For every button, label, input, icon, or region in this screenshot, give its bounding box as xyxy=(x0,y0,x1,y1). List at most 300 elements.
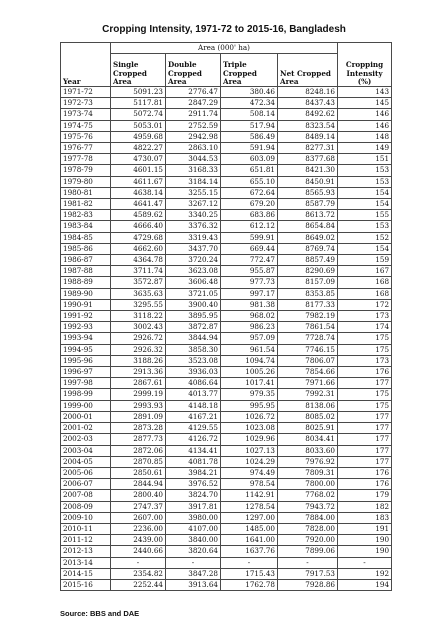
cell-net-cropped: 8323.54 xyxy=(278,120,338,131)
cell-net-cropped: 7746.15 xyxy=(278,344,338,355)
cell-net-cropped: 8649.02 xyxy=(278,232,338,243)
cell-cropping-intensity: 155 xyxy=(338,210,392,221)
cell-single-cropped: 3635.63 xyxy=(111,288,166,299)
header-year-spacer xyxy=(61,43,111,54)
cell-cropping-intensity: 173 xyxy=(338,355,392,366)
cell-net-cropped: 7928.86 xyxy=(278,579,338,590)
cell-single-cropped: 5072.74 xyxy=(111,109,166,120)
cell-year: 1988-89 xyxy=(61,277,111,288)
cell-single-cropped: 4730.07 xyxy=(111,154,166,165)
cell-double-cropped: 3255.15 xyxy=(166,187,221,198)
cell-triple-cropped: 997.17 xyxy=(221,288,278,299)
cell-single-cropped: 2354.82 xyxy=(111,568,166,579)
cell-cropping-intensity: 153 xyxy=(338,165,392,176)
cell-net-cropped: 8290.69 xyxy=(278,266,338,277)
cell-triple-cropped: 1641.00 xyxy=(221,535,278,546)
cell-double-cropped: 3720.24 xyxy=(166,255,221,266)
cell-triple-cropped: 1029.96 xyxy=(221,434,278,445)
table-row xyxy=(61,378,392,389)
cell-net-cropped: 7728.74 xyxy=(278,333,338,344)
table-row xyxy=(61,523,392,534)
cell-triple-cropped: 968.02 xyxy=(221,311,278,322)
cell-double-cropped: 3267.12 xyxy=(166,199,221,210)
table-row xyxy=(61,355,392,366)
cell-triple-cropped: 1005.26 xyxy=(221,367,278,378)
cell-cropping-intensity: 145 xyxy=(338,98,392,109)
cell-single-cropped: 4959.68 xyxy=(111,131,166,142)
cell-double-cropped: 2942.98 xyxy=(166,131,221,142)
cell-double-cropped: 2847.29 xyxy=(166,98,221,109)
cell-double-cropped: 2752.59 xyxy=(166,120,221,131)
cell-single-cropped: 4589.62 xyxy=(111,210,166,221)
cell-cropping-intensity: 151 xyxy=(338,154,392,165)
cell-single-cropped: 2999.19 xyxy=(111,389,166,400)
cell-net-cropped: 8033.60 xyxy=(278,445,338,456)
cell-cropping-intensity: 149 xyxy=(338,143,392,154)
cell-net-cropped: 8421.30 xyxy=(278,165,338,176)
cell-net-cropped: 8489.14 xyxy=(278,131,338,142)
cell-single-cropped: 2926.32 xyxy=(111,344,166,355)
cell-triple-cropped: 1027.13 xyxy=(221,445,278,456)
table-row xyxy=(61,165,392,176)
table-row xyxy=(61,232,392,243)
cell-year: 2008-09 xyxy=(61,501,111,512)
cell-year: 1989-90 xyxy=(61,288,111,299)
cell-triple-cropped: 1023.08 xyxy=(221,423,278,434)
cell-triple-cropped: 603.09 xyxy=(221,154,278,165)
cell-net-cropped: 8353.85 xyxy=(278,288,338,299)
cell-double-cropped: 4167.21 xyxy=(166,411,221,422)
cell-single-cropped: 3002.43 xyxy=(111,322,166,333)
cell-double-cropped: 3844.94 xyxy=(166,333,221,344)
cell-double-cropped: 3840.00 xyxy=(166,535,221,546)
cell-triple-cropped: 651.81 xyxy=(221,165,278,176)
cell-year: 1994-95 xyxy=(61,344,111,355)
cell-net-cropped: 8437.43 xyxy=(278,98,338,109)
table-row xyxy=(61,434,392,445)
table-row xyxy=(61,120,392,131)
column-header-triple-cropped: Triple Cropped Area xyxy=(221,54,278,87)
cell-cropping-intensity: 177 xyxy=(338,411,392,422)
cell-single-cropped: 2747.37 xyxy=(111,501,166,512)
cell-cropping-intensity: 194 xyxy=(338,579,392,590)
cell-net-cropped: 7884.00 xyxy=(278,512,338,523)
cell-triple-cropped: 957.09 xyxy=(221,333,278,344)
cell-year: 1980-81 xyxy=(61,187,111,198)
cell-triple-cropped: 599.91 xyxy=(221,232,278,243)
cell-year: 2015-16 xyxy=(61,579,111,590)
cell-single-cropped: 2440.66 xyxy=(111,546,166,557)
cell-year: 2012-13 xyxy=(61,546,111,557)
table-row xyxy=(61,131,392,142)
table-row xyxy=(61,579,392,590)
column-header-net-cropped: Net Cropped Area xyxy=(278,54,338,87)
cell-year: 2010-11 xyxy=(61,523,111,534)
cell-cropping-intensity: 152 xyxy=(338,232,392,243)
cell-net-cropped: 8450.91 xyxy=(278,176,338,187)
cell-year: 2009-10 xyxy=(61,512,111,523)
cell-cropping-intensity: 175 xyxy=(338,400,392,411)
cell-year: 2001-02 xyxy=(61,423,111,434)
cell-cropping-intensity: 182 xyxy=(338,501,392,512)
cell-year: 1997-98 xyxy=(61,378,111,389)
cell-net-cropped: 8654.84 xyxy=(278,221,338,232)
cell-year: 1978-79 xyxy=(61,165,111,176)
cell-cropping-intensity: - xyxy=(338,557,392,568)
cell-net-cropped: 7768.02 xyxy=(278,490,338,501)
cell-single-cropped: 2926.72 xyxy=(111,333,166,344)
cell-triple-cropped: 591.94 xyxy=(221,143,278,154)
cell-triple-cropped: 961.54 xyxy=(221,344,278,355)
cell-double-cropped: 3872.87 xyxy=(166,322,221,333)
cell-year: 1990-91 xyxy=(61,299,111,310)
table-row xyxy=(61,367,392,378)
cell-year: 2007-08 xyxy=(61,490,111,501)
cell-net-cropped: - xyxy=(278,557,338,568)
cell-cropping-intensity: 176 xyxy=(338,467,392,478)
cell-double-cropped: 3437.70 xyxy=(166,243,221,254)
cropping-intensity-table xyxy=(60,42,392,591)
cell-cropping-intensity: 154 xyxy=(338,199,392,210)
cell-single-cropped: 2236.00 xyxy=(111,523,166,534)
cell-double-cropped: 3913.64 xyxy=(166,579,221,590)
cell-net-cropped: 7982.19 xyxy=(278,311,338,322)
cell-year: 1995-96 xyxy=(61,355,111,366)
cell-double-cropped: 3184.14 xyxy=(166,176,221,187)
cell-cropping-intensity: 168 xyxy=(338,288,392,299)
cell-year: 2002-03 xyxy=(61,434,111,445)
cell-double-cropped: 4086.64 xyxy=(166,378,221,389)
cell-single-cropped: 2993.93 xyxy=(111,400,166,411)
cell-net-cropped: 7920.00 xyxy=(278,535,338,546)
table-row xyxy=(61,143,392,154)
cell-cropping-intensity: 148 xyxy=(338,131,392,142)
cell-net-cropped: 7800.00 xyxy=(278,479,338,490)
cell-single-cropped: 3711.74 xyxy=(111,266,166,277)
cell-triple-cropped: 508.14 xyxy=(221,109,278,120)
cell-double-cropped: 3895.95 xyxy=(166,311,221,322)
cell-cropping-intensity: 154 xyxy=(338,243,392,254)
cell-single-cropped: 4822.27 xyxy=(111,143,166,154)
table-row xyxy=(61,98,392,109)
cell-double-cropped: 4134.41 xyxy=(166,445,221,456)
cell-net-cropped: 8587.79 xyxy=(278,199,338,210)
table-row xyxy=(61,445,392,456)
cell-net-cropped: 7806.07 xyxy=(278,355,338,366)
cell-net-cropped: 8025.91 xyxy=(278,423,338,434)
cell-net-cropped: 8377.68 xyxy=(278,154,338,165)
cell-double-cropped: 3917.81 xyxy=(166,501,221,512)
cell-year: 2013-14 xyxy=(61,557,111,568)
cell-net-cropped: 7854.66 xyxy=(278,367,338,378)
table-row xyxy=(61,411,392,422)
cell-year: 2000-01 xyxy=(61,411,111,422)
cell-year: 1991-92 xyxy=(61,311,111,322)
table-row xyxy=(61,277,392,288)
cell-triple-cropped: 1094.74 xyxy=(221,355,278,366)
cell-net-cropped: 7976.92 xyxy=(278,456,338,467)
cell-cropping-intensity: 168 xyxy=(338,277,392,288)
table-row xyxy=(61,501,392,512)
cell-triple-cropped: 1026.72 xyxy=(221,411,278,422)
cell-triple-cropped: 955.87 xyxy=(221,266,278,277)
cell-double-cropped: 2911.74 xyxy=(166,109,221,120)
cell-year: 2003-04 xyxy=(61,445,111,456)
cell-net-cropped: 8034.41 xyxy=(278,434,338,445)
cell-double-cropped: 3824.70 xyxy=(166,490,221,501)
cell-double-cropped: 4126.72 xyxy=(166,434,221,445)
cell-cropping-intensity: 179 xyxy=(338,490,392,501)
table-row xyxy=(61,467,392,478)
cell-year: 2004-05 xyxy=(61,456,111,467)
cell-net-cropped: 8492.62 xyxy=(278,109,338,120)
cell-single-cropped: 5117.81 xyxy=(111,98,166,109)
cell-year: 1985-86 xyxy=(61,243,111,254)
area-group-header: Area (000' ha) xyxy=(111,43,338,54)
cell-double-cropped: 3319.43 xyxy=(166,232,221,243)
cell-double-cropped: 4129.55 xyxy=(166,423,221,434)
source-note: Source: BBS and DAE xyxy=(60,609,140,618)
cell-net-cropped: 8769.74 xyxy=(278,243,338,254)
cell-year: 1992-93 xyxy=(61,322,111,333)
cell-triple-cropped: 586.49 xyxy=(221,131,278,142)
table-body xyxy=(61,87,392,591)
cell-triple-cropped: 1715.43 xyxy=(221,568,278,579)
cell-double-cropped: 2776.47 xyxy=(166,87,221,98)
cell-cropping-intensity: 146 xyxy=(338,109,392,120)
cell-single-cropped: 2439.00 xyxy=(111,535,166,546)
cell-year: 2014-15 xyxy=(61,568,111,579)
cell-triple-cropped: 1278.54 xyxy=(221,501,278,512)
cell-single-cropped: 4662.60 xyxy=(111,243,166,254)
table-row xyxy=(61,400,392,411)
cell-net-cropped: 7943.72 xyxy=(278,501,338,512)
table-row xyxy=(61,568,392,579)
cell-net-cropped: 8613.72 xyxy=(278,210,338,221)
cell-year: 1981-82 xyxy=(61,199,111,210)
column-header-single-cropped: Single Cropped Area xyxy=(111,54,166,87)
cell-year: 1977-78 xyxy=(61,154,111,165)
cell-net-cropped: 7861.54 xyxy=(278,322,338,333)
cell-double-cropped: 3858.30 xyxy=(166,344,221,355)
cell-net-cropped: 8138.06 xyxy=(278,400,338,411)
cell-year: 2005-06 xyxy=(61,467,111,478)
table-row xyxy=(61,490,392,501)
table-row xyxy=(61,557,392,568)
cell-net-cropped: 7809.31 xyxy=(278,467,338,478)
table-row xyxy=(61,535,392,546)
cell-double-cropped: 3976.52 xyxy=(166,479,221,490)
cell-cropping-intensity: 177 xyxy=(338,434,392,445)
cell-single-cropped: 2844.94 xyxy=(111,479,166,490)
cell-triple-cropped: 517.94 xyxy=(221,120,278,131)
cell-cropping-intensity: 183 xyxy=(338,512,392,523)
cell-triple-cropped: - xyxy=(221,557,278,568)
cell-triple-cropped: 979.35 xyxy=(221,389,278,400)
cell-triple-cropped: 1637.76 xyxy=(221,546,278,557)
cell-single-cropped: 3295.55 xyxy=(111,299,166,310)
cell-net-cropped: 8277.31 xyxy=(278,143,338,154)
table-row xyxy=(61,221,392,232)
cell-double-cropped: 3606.48 xyxy=(166,277,221,288)
cell-triple-cropped: 380.46 xyxy=(221,87,278,98)
cell-double-cropped: 4081.78 xyxy=(166,456,221,467)
table-row xyxy=(61,87,392,98)
cell-cropping-intensity: 190 xyxy=(338,546,392,557)
cell-triple-cropped: 683.86 xyxy=(221,210,278,221)
cell-triple-cropped: 772.47 xyxy=(221,255,278,266)
cell-year: 1993-94 xyxy=(61,333,111,344)
cell-double-cropped: 3168.33 xyxy=(166,165,221,176)
cell-single-cropped: 3118.22 xyxy=(111,311,166,322)
cell-cropping-intensity: 174 xyxy=(338,322,392,333)
cell-year: 1975-76 xyxy=(61,131,111,142)
cell-year: 1979-80 xyxy=(61,176,111,187)
cell-year: 1976-77 xyxy=(61,143,111,154)
cell-double-cropped: 3900.40 xyxy=(166,299,221,310)
cell-net-cropped: 8857.49 xyxy=(278,255,338,266)
table-row xyxy=(61,210,392,221)
cell-net-cropped: 8177.33 xyxy=(278,299,338,310)
cell-year: 2011-12 xyxy=(61,535,111,546)
cell-triple-cropped: 978.54 xyxy=(221,479,278,490)
cell-net-cropped: 7992.31 xyxy=(278,389,338,400)
cell-triple-cropped: 679.20 xyxy=(221,199,278,210)
cell-cropping-intensity: 172 xyxy=(338,299,392,310)
cell-year: 1982-83 xyxy=(61,210,111,221)
table-row xyxy=(61,311,392,322)
cell-cropping-intensity: 175 xyxy=(338,333,392,344)
cell-cropping-intensity: 191 xyxy=(338,523,392,534)
table-row xyxy=(61,199,392,210)
cell-net-cropped: 8565.93 xyxy=(278,187,338,198)
table-row xyxy=(61,266,392,277)
table-row xyxy=(61,255,392,266)
table-row xyxy=(61,546,392,557)
cell-single-cropped: 4729.68 xyxy=(111,232,166,243)
cell-cropping-intensity: 153 xyxy=(338,176,392,187)
cell-single-cropped: 2913.36 xyxy=(111,367,166,378)
cell-cropping-intensity: 177 xyxy=(338,423,392,434)
cell-single-cropped: 4364.78 xyxy=(111,255,166,266)
cell-single-cropped: 2872.06 xyxy=(111,445,166,456)
cell-net-cropped: 8085.02 xyxy=(278,411,338,422)
cell-cropping-intensity: 177 xyxy=(338,378,392,389)
cell-triple-cropped: 1485.00 xyxy=(221,523,278,534)
cell-triple-cropped: 1297.00 xyxy=(221,512,278,523)
cell-cropping-intensity: 167 xyxy=(338,266,392,277)
cell-triple-cropped: 669.44 xyxy=(221,243,278,254)
cell-single-cropped: 5091.23 xyxy=(111,87,166,98)
cell-year: 1996-97 xyxy=(61,367,111,378)
column-header-double-cropped: Double Cropped Area xyxy=(166,54,221,87)
cell-triple-cropped: 472.34 xyxy=(221,98,278,109)
cell-cropping-intensity: 173 xyxy=(338,311,392,322)
cell-year: 1987-88 xyxy=(61,266,111,277)
cell-double-cropped: 3820.64 xyxy=(166,546,221,557)
cell-triple-cropped: 672.64 xyxy=(221,187,278,198)
table-title: Cropping Intensity, 1971-72 to 2015-16, Bangladesh xyxy=(102,24,346,35)
cell-single-cropped: - xyxy=(111,557,166,568)
cell-triple-cropped: 986.23 xyxy=(221,322,278,333)
cell-triple-cropped: 1017.41 xyxy=(221,378,278,389)
table-row xyxy=(61,389,392,400)
cell-year: 1999-00 xyxy=(61,400,111,411)
cell-double-cropped: 3623.08 xyxy=(166,266,221,277)
table-row xyxy=(61,423,392,434)
cell-net-cropped: 7971.66 xyxy=(278,378,338,389)
cell-triple-cropped: 612.12 xyxy=(221,221,278,232)
cell-cropping-intensity: 190 xyxy=(338,535,392,546)
table-row xyxy=(61,344,392,355)
cell-double-cropped: 2863.10 xyxy=(166,143,221,154)
cell-net-cropped: 8157.09 xyxy=(278,277,338,288)
cell-single-cropped: 4638.14 xyxy=(111,187,166,198)
table-row xyxy=(61,333,392,344)
cell-cropping-intensity: 177 xyxy=(338,456,392,467)
cell-single-cropped: 2607.00 xyxy=(111,512,166,523)
header-intensity-spacer xyxy=(338,43,392,54)
cell-single-cropped: 2850.61 xyxy=(111,467,166,478)
cell-single-cropped: 3572.87 xyxy=(111,277,166,288)
cell-double-cropped: 4148.18 xyxy=(166,400,221,411)
cell-triple-cropped: 981.38 xyxy=(221,299,278,310)
cell-year: 1973-74 xyxy=(61,109,111,120)
cell-single-cropped: 4641.47 xyxy=(111,199,166,210)
cell-double-cropped: 3523.08 xyxy=(166,355,221,366)
cell-single-cropped: 2867.61 xyxy=(111,378,166,389)
cell-cropping-intensity: 192 xyxy=(338,568,392,579)
cell-triple-cropped: 1142.91 xyxy=(221,490,278,501)
cell-net-cropped: 7899.06 xyxy=(278,546,338,557)
cell-single-cropped: 2891.09 xyxy=(111,411,166,422)
cell-single-cropped: 5053.01 xyxy=(111,120,166,131)
column-header-cropping-intensity: Cropping Intensity (%) xyxy=(338,54,392,87)
cell-year: 1983-84 xyxy=(61,221,111,232)
cell-cropping-intensity: 153 xyxy=(338,221,392,232)
cell-year: 1986-87 xyxy=(61,255,111,266)
cell-single-cropped: 4601.15 xyxy=(111,165,166,176)
column-header-year: Year xyxy=(61,54,111,87)
cell-double-cropped: 3044.53 xyxy=(166,154,221,165)
table-row xyxy=(61,456,392,467)
cell-cropping-intensity: 176 xyxy=(338,479,392,490)
cell-net-cropped: 7917.53 xyxy=(278,568,338,579)
cell-cropping-intensity: 143 xyxy=(338,87,392,98)
cell-double-cropped: 3340.25 xyxy=(166,210,221,221)
table-row xyxy=(61,154,392,165)
cell-double-cropped: 4107.00 xyxy=(166,523,221,534)
table-row xyxy=(61,299,392,310)
cell-cropping-intensity: 175 xyxy=(338,344,392,355)
cell-single-cropped: 2252.44 xyxy=(111,579,166,590)
cell-triple-cropped: 974.49 xyxy=(221,467,278,478)
cell-cropping-intensity: 146 xyxy=(338,120,392,131)
cell-year: 1974-75 xyxy=(61,120,111,131)
table-row xyxy=(61,322,392,333)
cell-triple-cropped: 1762.78 xyxy=(221,579,278,590)
cell-double-cropped: 3984.21 xyxy=(166,467,221,478)
cell-triple-cropped: 1024.29 xyxy=(221,456,278,467)
cell-cropping-intensity: 176 xyxy=(338,367,392,378)
cell-year: 1998-99 xyxy=(61,389,111,400)
cell-cropping-intensity: 154 xyxy=(338,187,392,198)
table-row xyxy=(61,243,392,254)
cell-triple-cropped: 977.73 xyxy=(221,277,278,288)
cell-single-cropped: 4611.67 xyxy=(111,176,166,187)
cell-cropping-intensity: 175 xyxy=(338,389,392,400)
cell-double-cropped: 3721.05 xyxy=(166,288,221,299)
